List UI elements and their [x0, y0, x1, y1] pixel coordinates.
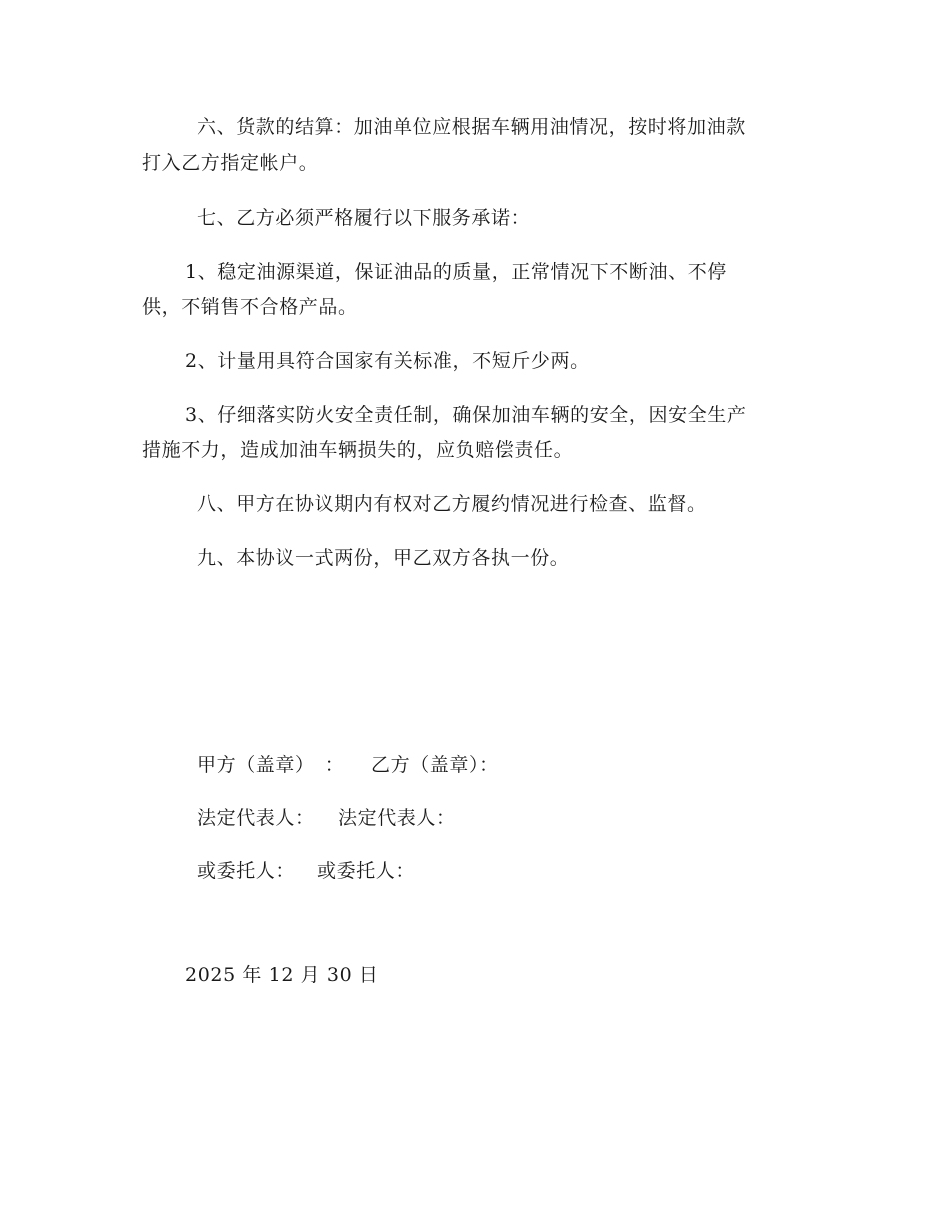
clause-7-title: 七、乙方必须严格履行以下服务承诺：	[197, 207, 531, 229]
party-a-agent-label: 或委托人：	[197, 860, 296, 882]
clause-7-2: 2、计量用具符合国家有关标准，不短斤少两。	[185, 350, 590, 372]
clause-6-line-1: 六、货款的结算：加油单位应根据车辆用油情况，按时将加油款	[197, 116, 746, 138]
signing-date: 2025 年 12 月 30 日	[185, 964, 379, 986]
party-a-rep-label: 法定代表人：	[197, 807, 315, 829]
party-b-rep-label: 法定代表人：	[338, 807, 456, 829]
clause-9: 九、本协议一式两份，甲乙双方各执一份。	[197, 547, 570, 569]
clause-7-3-line-2: 措施不力，造成加油车辆损失的，应负赔偿责任。	[142, 439, 574, 461]
party-b-seal-label: 乙方（盖章）：	[371, 754, 499, 776]
party-a-seal-label: 甲方（盖章） ：	[197, 754, 345, 776]
party-b-agent-label: 或委托人：	[317, 860, 416, 882]
clause-7-1-line-1: 1、稳定油源渠道，保证油品的质量，正常情况下不断油、不停	[185, 261, 727, 283]
clause-7-3-line-1: 3、仔细落实防火安全责任制，确保加油车辆的安全，因安全生产	[185, 404, 747, 426]
clause-8: 八、甲方在协议期内有权对乙方履约情况进行检查、监督。	[197, 493, 707, 515]
clause-6-line-2: 打入乙方指定帐户。	[142, 152, 319, 174]
clause-7-1-line-2: 供，不销售不合格产品。	[142, 296, 358, 318]
